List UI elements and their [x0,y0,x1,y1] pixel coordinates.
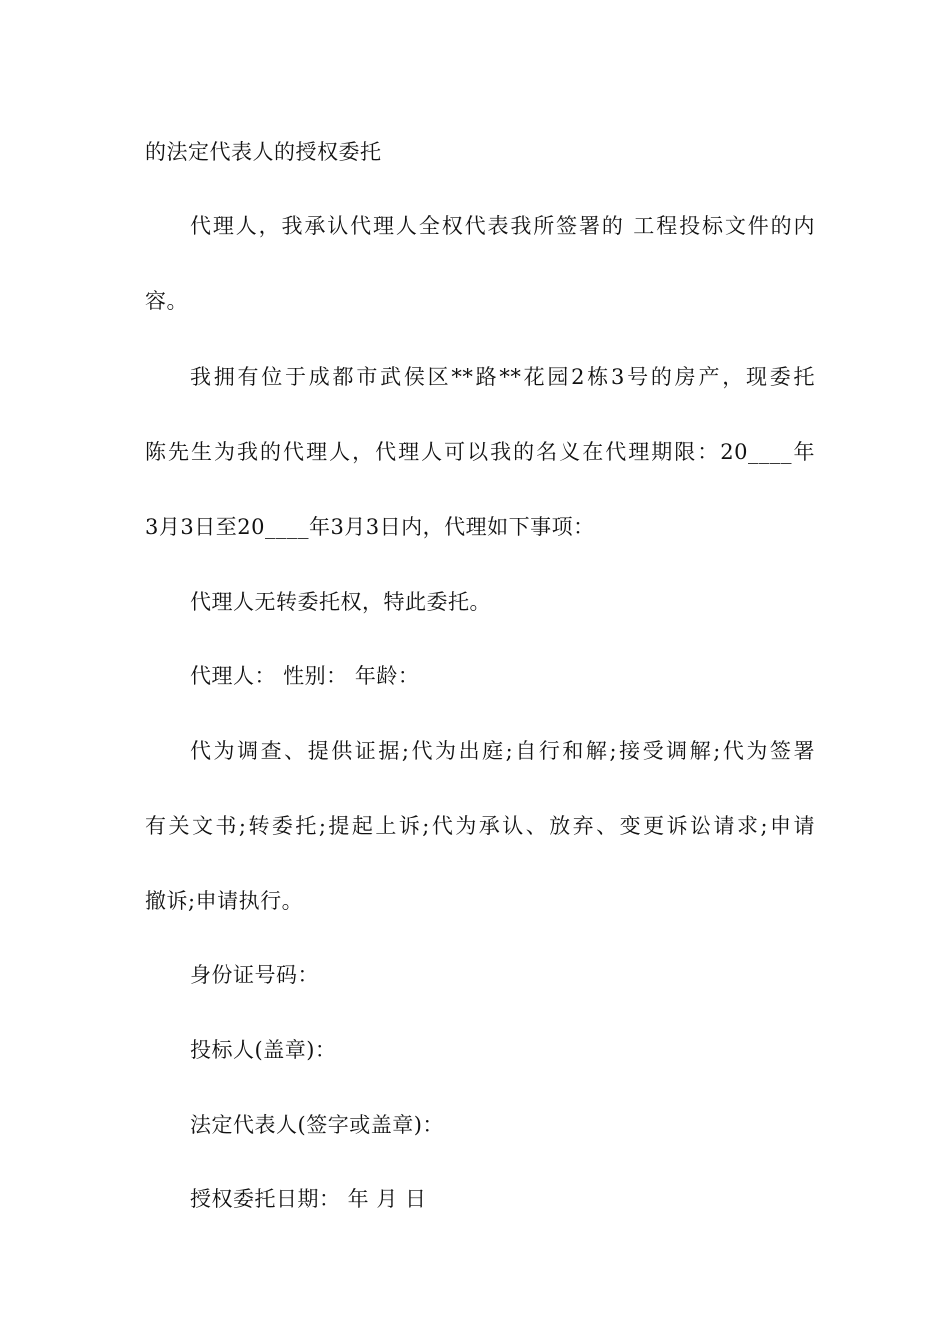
form-field-line: 投标人(盖章)： [190,1038,337,1062]
paragraph-line: 代为调查、提供证据;代为出庭;自行和解;接受调解;代为签署 [190,739,815,763]
paragraph-line: 撤诉;申请执行。 [145,889,304,913]
text-line: 的法定代表人的授权委托 [145,140,382,164]
form-field-line: 法定代表人(签字或盖章)： [190,1113,444,1137]
paragraph-line: 代理人无转委托权，特此委托。 [190,590,491,614]
paragraph-line: 陈先生为我的代理人，代理人可以我的名义在代理期限：20____年 [145,440,815,464]
paragraph-line: 3月3日至20____年3月3日内，代理如下事项： [145,515,595,539]
paragraph-line: 容。 [145,289,188,313]
paragraph-line: 有关文书;转委托;提起上诉;代为承认、放弃、变更诉讼请求;申请 [145,814,815,838]
form-field-line: 身份证号码： [190,963,319,987]
paragraph-line: 我拥有位于成都市武侯区**路**花园2栋3号的房产，现委托 [190,365,815,389]
form-field-line: 授权委托日期： 年 月 日 [190,1187,427,1211]
form-field-line: 代理人： 性别： 年龄： [190,664,420,688]
paragraph-line: 代理人，我承认代理人全权代表我所签署的 工程投标文件的内 [190,214,815,238]
